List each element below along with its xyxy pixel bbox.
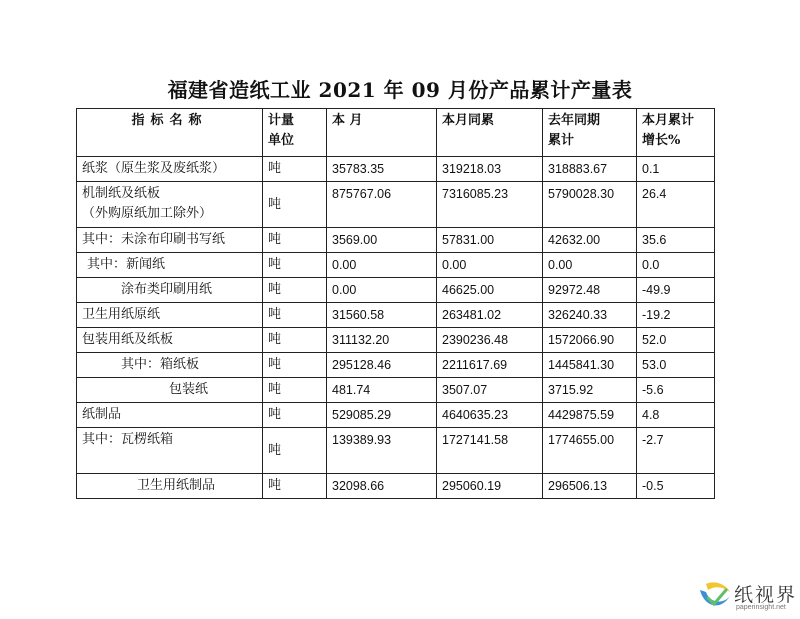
row-last-year: 92972.48 [543,278,637,303]
table-row [77,278,715,303]
row-unit: 吨 [263,403,327,428]
row-last-year: 318883.67 [543,157,637,182]
row-last-year: 5790028.30 [543,182,637,228]
table-row [77,378,715,403]
production-table [76,108,715,499]
row-name: 卫生用纸原纸 [77,303,263,328]
row-month: 139389.93 [327,428,437,474]
table-row [77,253,715,278]
row-unit: 吨 [263,328,327,353]
row-cumulative: 2211617.69 [437,353,543,378]
row-name: 纸制品 [77,403,263,428]
row-unit: 吨 [263,303,327,328]
row-last-year: 326240.33 [543,303,637,328]
row-name: 纸浆（原生浆及废纸浆） [77,157,263,182]
row-month: 35783.35 [327,157,437,182]
table-header-row [77,109,715,157]
row-cumulative: 2390236.48 [437,328,543,353]
row-growth: 52.0 [637,328,715,353]
watermark-text: 纸视界 [734,584,798,606]
row-growth: 53.0 [637,353,715,378]
table-row [77,157,715,182]
header-growth [637,109,715,157]
row-cumulative: 1727141.58 [437,428,543,474]
row-cumulative: 4640635.23 [437,403,543,428]
row-cumulative: 0.00 [437,253,543,278]
header-last-year-line1: 去年同期 [548,113,601,128]
table-row [77,228,715,253]
row-unit: 吨 [263,253,327,278]
row-unit: 吨 [263,278,327,303]
row-unit: 吨 [263,228,327,253]
row-month: 31560.58 [327,303,437,328]
row-name-line1: 机制纸及纸板 [82,186,161,201]
row-month: 0.00 [327,278,437,303]
table-row [77,182,715,228]
row-name: 卫生用纸制品 [77,474,263,499]
table-row [77,474,715,499]
row-unit: 吨 [263,428,327,474]
row-name: 其中：箱纸板 [77,353,263,378]
watermark-url: paperinsight.net [736,604,786,611]
row-growth: 4.8 [637,403,715,428]
row-last-year: 3715.92 [543,378,637,403]
header-month: 本 月 [327,109,437,157]
row-month: 295128.46 [327,353,437,378]
table-row [77,328,715,353]
row-last-year: 42632.00 [543,228,637,253]
header-growth-line1: 本月累计 [642,113,695,128]
header-unit-line2: 单位 [268,133,295,148]
table-row [77,353,715,378]
row-month: 3569.00 [327,228,437,253]
page-title: 福建省造纸工业 2021 年 09 月份产品累计产量表 [167,78,633,102]
header-indicator-name: 指标名称 [77,109,263,157]
row-month: 0.00 [327,253,437,278]
row-name [77,182,263,228]
row-growth: 0.1 [637,157,715,182]
row-name: 涂布类印刷用纸 [77,278,263,303]
header-unit-line1: 计量 [268,113,295,128]
row-last-year: 296506.13 [543,474,637,499]
row-cumulative: 3507.07 [437,378,543,403]
row-name: 其中：新闻纸 [77,253,263,278]
row-name: 包装用纸及纸板 [77,328,263,353]
table-row [77,428,715,474]
row-month: 481.74 [327,378,437,403]
row-name-line2: （外购原纸加工除外） [82,206,213,221]
header-month-cumulative: 本月同累 [437,109,543,157]
row-unit: 吨 [263,378,327,403]
row-last-year: 1572066.90 [543,328,637,353]
row-unit: 吨 [263,353,327,378]
row-growth: -19.2 [637,303,715,328]
row-last-year: 1445841.30 [543,353,637,378]
row-cumulative: 295060.19 [437,474,543,499]
row-cumulative: 57831.00 [437,228,543,253]
row-month: 311132.20 [327,328,437,353]
row-growth: -2.7 [637,428,715,474]
row-last-year: 4429875.59 [543,403,637,428]
row-growth: -5.6 [637,378,715,403]
header-growth-line2: 增长% [642,133,681,148]
row-cumulative: 7316085.23 [437,182,543,228]
row-growth: 26.4 [637,182,715,228]
row-unit: 吨 [263,474,327,499]
row-last-year: 0.00 [543,253,637,278]
row-cumulative: 319218.03 [437,157,543,182]
header-last-year [543,109,637,157]
row-month: 32098.66 [327,474,437,499]
row-growth: -49.9 [637,278,715,303]
row-month: 529085.29 [327,403,437,428]
row-growth: 35.6 [637,228,715,253]
row-month: 875767.06 [327,182,437,228]
row-cumulative: 46625.00 [437,278,543,303]
row-name: 其中：瓦楞纸箱 [77,428,263,474]
row-last-year: 1774655.00 [543,428,637,474]
row-name: 包装纸 [77,378,263,403]
row-cumulative: 263481.02 [437,303,543,328]
row-name: 其中：未涂布印刷书写纸 [77,228,263,253]
header-unit [263,109,327,157]
table-row [77,303,715,328]
header-last-year-line2: 累计 [548,133,575,148]
row-growth: -0.5 [637,474,715,499]
row-growth: 0.0 [637,253,715,278]
table-row [77,403,715,428]
row-unit: 吨 [263,182,327,228]
row-unit: 吨 [263,157,327,182]
